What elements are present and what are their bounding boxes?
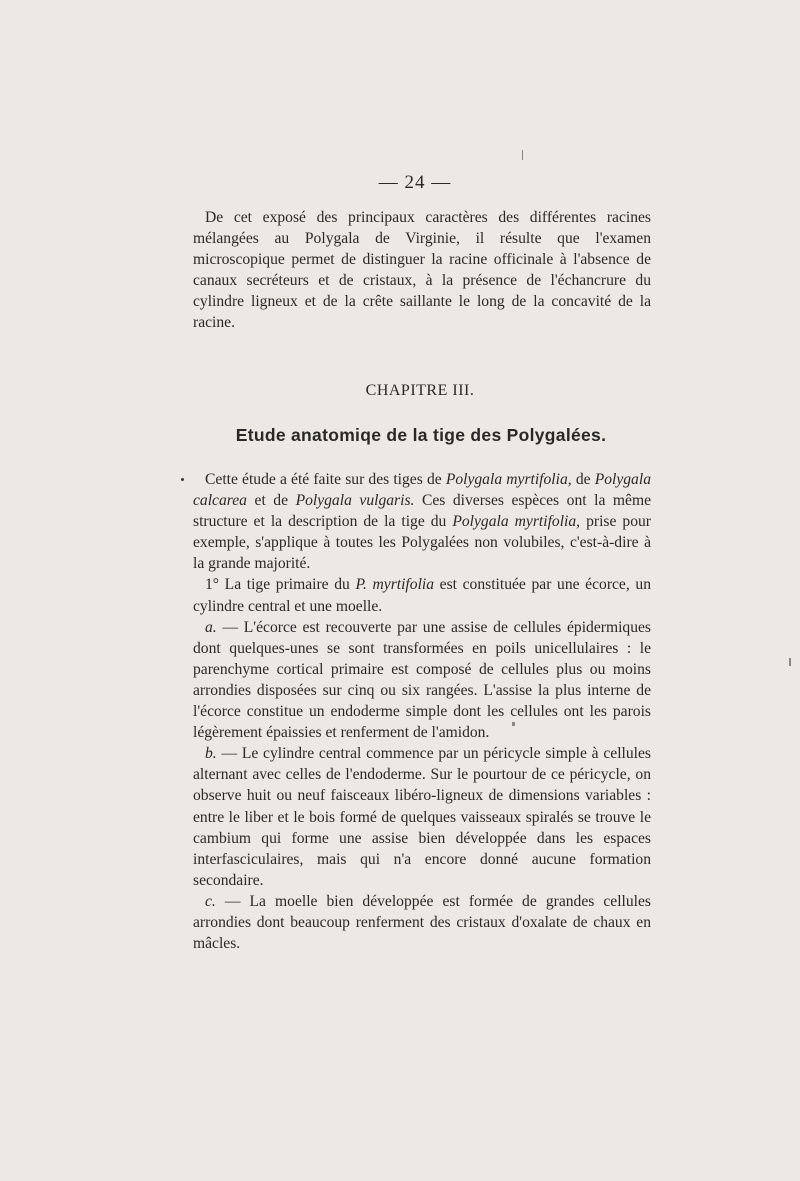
species-name: Polygala vulgaris. <box>295 492 415 510</box>
chapter-heading: CHAPITRE III. <box>365 382 475 399</box>
paragraph-central-cylinder <box>193 743 651 891</box>
chapter-body <box>193 469 651 954</box>
paragraph-text: Ces diverses espèces ont la même structure et la description de la tige du <box>193 492 652 531</box>
paragraph-text: — La moelle bien développée est formée de grandes cellules arrondies dont beaucoup renferment des cristaux d'oxalate de chaux en mâcles. <box>193 892 651 953</box>
section-letter: c. <box>205 892 216 910</box>
paragraph-text: Cette étude a été faite sur des tiges de <box>205 471 446 488</box>
paragraph-species <box>193 469 651 574</box>
species-name: P. myrtifolia <box>355 576 435 594</box>
paragraph-text: — Le cylindre central commence par un péricycle simple à cellules alternant avec celles de l'endoderme. Sur le pourtour de ce péricycle, on observe huit ou neuf faisceaux libéro-ligneux de dimensions variables : entre le liber et le bois formé de quelques vaisseaux spiralés se trouve le cambium qui forme une assise bien développée dans les espaces interfasciculaires, mais qui n'a encore donné aucune formation secondaire. <box>193 745 651 889</box>
paragraph-cortex <box>193 617 651 744</box>
chapter-title: Etude anatomiqe de la tige des Polygalées. <box>235 425 607 445</box>
species-name: Polygala myrtifolia, <box>452 513 581 531</box>
species-name: Polygala calcarea <box>193 471 651 510</box>
section-letter: a. <box>205 618 217 636</box>
paragraph-text: — L'écorce est recouverte par une assise de cellules épidermiques dont quelques-unes se sont transformées en poils unicellulaires : le parenchyme cortical primaire est composé de cellules plus ou moins arrondies disposées sur cinq ou six rangées. L'assise la plus interne de l'écorce constitue un endoderme simple dont les cellules ont les parois légèrement épaissies et renferment de l'amidon. <box>193 618 651 742</box>
species-name: Polygala myrtifolia, <box>445 471 572 488</box>
paragraph-medulla <box>193 891 651 954</box>
paragraph-text: et de <box>246 492 296 510</box>
paragraph-text: 1° La tige primaire du <box>205 576 356 594</box>
margin-mark <box>181 478 184 481</box>
page-number: — 24 — <box>378 172 452 193</box>
paper-speck <box>789 658 791 666</box>
intro-section <box>193 207 651 334</box>
paper-speck <box>522 150 523 160</box>
paragraph-text: est constituée par une écorce, un cylindre central et une moelle. <box>193 576 651 615</box>
paragraph-text: de <box>571 471 595 488</box>
paragraph-text: prise pour exemple, s'applique à toutes les Polygalées non volubiles, c'est-à-dire à la grande majorité. <box>193 513 651 573</box>
paragraph-primary-stem <box>193 574 651 616</box>
intro-paragraph: De cet exposé des principaux caractères des différentes racines mélangées au Polygala de Virginie, il résulte que l'examen microscopique permet de distinguer la racine officinale à l'absence de canaux secréteurs et de cristaux, à la présence de l'échancrure du cylindre ligneux et de la crête saillante le long de la concavité de la racine. <box>193 209 651 332</box>
section-letter: b. <box>205 745 217 763</box>
